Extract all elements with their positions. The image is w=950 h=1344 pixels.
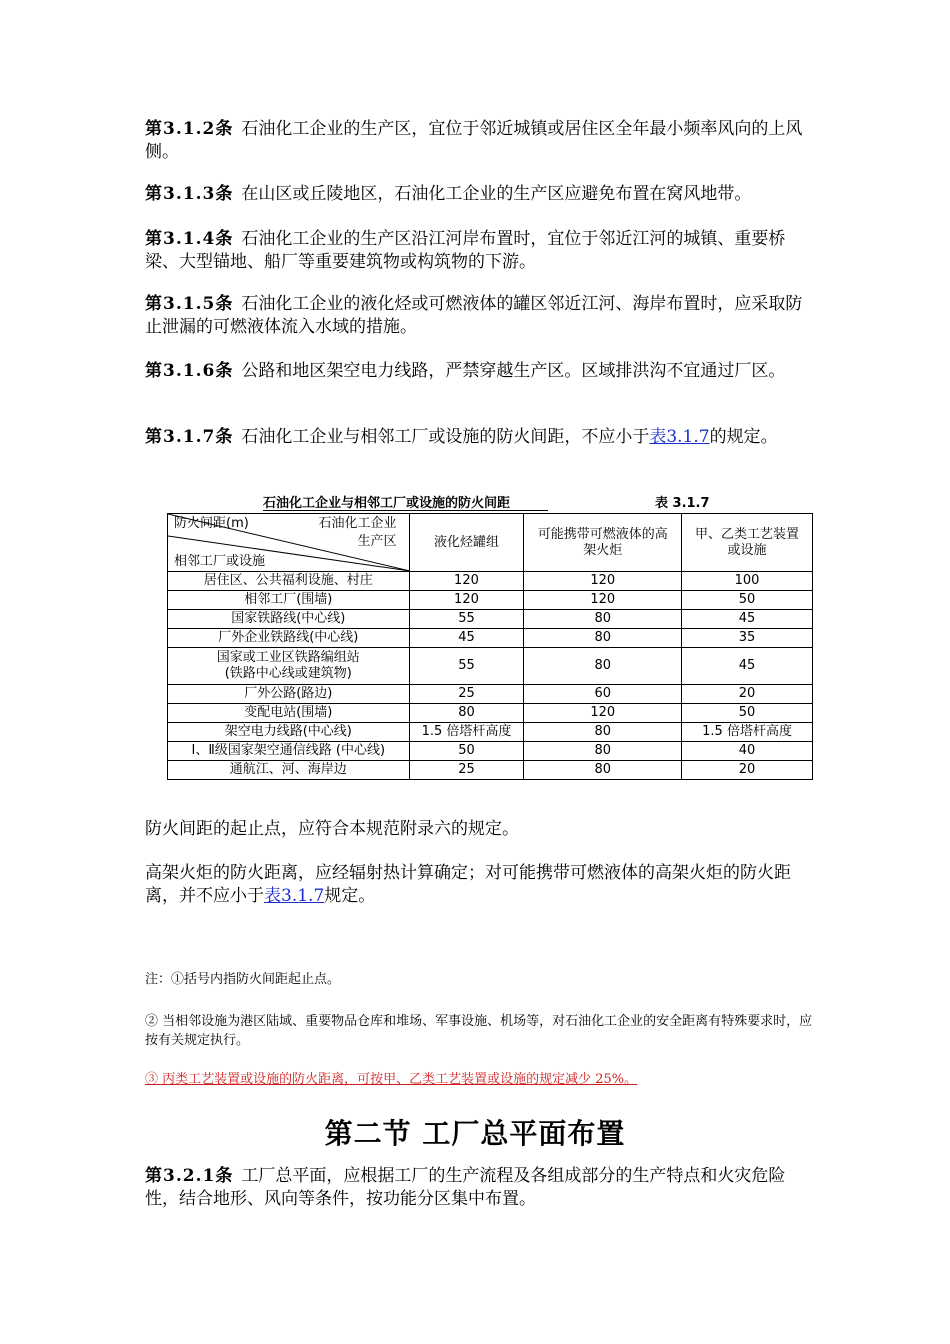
row-name: 通航江、河、海岸边 [168,761,410,780]
table-row [168,629,813,648]
table-number: 表 3.1.7 [655,496,710,511]
clause-3-1-5 [145,293,815,339]
note-2: ② 当相邻设施为港区陆域、重要物品仓库和堆场、军事设施、机场等，对石油化工企业的安全距离有特殊要求时，应按有关规定执行。 [145,1014,813,1048]
table-3-1-7-link[interactable]: 表3.1.7 [649,427,710,447]
cell-value: 45 [409,629,524,648]
para-text-end: 规定。 [324,886,376,906]
corner-label-enterprise: 石油化工企业 [318,516,397,531]
cell-value: 1.5 倍塔杆高度 [682,723,813,742]
table-header-row [168,514,813,572]
row-name: 厂外公路(路边) [168,685,410,704]
section-title: 第二节 工厂总平面布置 [324,1117,626,1150]
note-1: 注：①括号内指防火间距起止点。 [145,972,341,987]
cell-value: 60 [524,685,682,704]
para-start-end-points: 防火间距的起止点，应符合本规范附录六的规定。 [145,819,519,839]
clause-3-2-1 [145,1165,815,1211]
cell-value: 120 [409,572,524,591]
row-name-line2: (铁路中心线或建筑物) [224,666,352,681]
table-row [168,591,813,610]
column-header: 液化烃罐组 [409,514,524,572]
clause-label: 第3.1.5条 [145,294,234,314]
cell-value: 55 [409,610,524,629]
clause-text: 石油化工企业与相邻工厂或设施的防火间距，不应小于 [241,427,650,447]
cell-value: 1.5 倍塔杆高度 [409,723,524,742]
clause-text: 公路和地区架空电力线路，严禁穿越生产区。区域排洪沟不宜通过厂区。 [241,361,786,381]
table-row [168,648,813,685]
note-3: ③ 丙类工艺装置或设施的防火距离，可按甲、乙类工艺装置或设施的规定减少 25%。 [145,1072,638,1087]
clause-text: 石油化工企业的生产区，宜位于邻近城镇或居住区全年最小频率风向的上风侧。 [145,119,803,162]
row-name [168,648,410,685]
row-name-line1: 国家或工业区铁路编组站 [216,650,360,665]
row-name: 变配电站(围墙) [168,704,410,723]
table-row [168,761,813,780]
row-name: 厂外企业铁路线(中心线) [168,629,410,648]
table-row [168,742,813,761]
cell-value: 120 [409,591,524,610]
clause-label: 第3.1.4条 [145,229,234,249]
cell-value: 80 [524,610,682,629]
clause-label: 第3.1.3条 [145,184,234,204]
fire-distance-table [167,513,813,780]
cell-value: 80 [409,704,524,723]
cell-value: 20 [682,685,813,704]
table-title: 石油化工企业与相邻工厂或设施的防火间距 [263,496,511,511]
cell-value: 120 [524,591,682,610]
cell-value: 20 [682,761,813,780]
row-name: 架空电力线路(中心线) [168,723,410,742]
cell-value: 120 [524,704,682,723]
row-name: 居住区、公共福利设施、村庄 [168,572,410,591]
corner-label-production: 生产区 [357,534,397,549]
clause-text: 在山区或丘陵地区，石油化工企业的生产区应避免布置在窝风地带。 [241,184,752,204]
cell-value: 25 [409,685,524,704]
cell-value: 35 [682,629,813,648]
corner-label-distance: 防火间距(m) [174,516,249,531]
cell-value: 80 [524,742,682,761]
row-name: Ⅰ、Ⅱ级国家架空通信线路 (中心线) [168,742,410,761]
cell-value: 80 [524,723,682,742]
cell-value: 55 [409,648,524,685]
table-row [168,610,813,629]
column-header: 甲、乙类工艺装置或设施 [682,514,813,572]
cell-value: 100 [682,572,813,591]
corner-label-adjacent: 相邻工厂或设施 [174,554,266,569]
clause-text: 石油化工企业的液化烃或可燃液体的罐区邻近江河、海岸布置时，应采取防止泄漏的可燃液体流入水域的措施。 [145,294,803,337]
cell-value: 45 [682,610,813,629]
para-flare-distance [145,862,815,908]
table-row [168,723,813,742]
cell-value: 25 [409,761,524,780]
clause-3-1-2 [145,118,815,164]
cell-value: 120 [524,572,682,591]
clause-3-1-7 [145,426,815,449]
cell-value: 50 [409,742,524,761]
para-text: 高架火炬的防火距离，应经辐射热计算确定；对可能携带可燃液体的高架火炬的防火距离，并不应小于 [145,863,791,906]
cell-value: 45 [682,648,813,685]
clause-text: 工厂总平面，应根据工厂的生产流程及各组成部分的生产特点和火灾危险性，结合地形、风向等条件，按功能分区集中布置。 [145,1166,786,1209]
table-row [168,572,813,591]
cell-value: 80 [524,648,682,685]
clause-3-1-3 [145,183,815,206]
column-header: 可能携带可燃液体的高架火炬 [524,514,682,572]
clause-label: 第3.2.1条 [145,1166,234,1186]
row-name: 相邻工厂(围墙) [168,591,410,610]
table-3-1-7-link-2[interactable]: 表3.1.7 [264,886,325,906]
clause-3-1-4 [145,228,815,274]
table-row [168,685,813,704]
clause-label: 第3.1.6条 [145,361,234,381]
cell-value: 80 [524,761,682,780]
cell-value: 50 [682,704,813,723]
clause-text-end: 的规定。 [709,427,778,447]
cell-value: 80 [524,629,682,648]
table-title-underline [263,510,548,511]
clause-label: 第3.1.2条 [145,119,234,139]
clause-3-1-6 [145,360,815,383]
table-row [168,704,813,723]
clause-text: 石油化工企业的生产区沿江河岸布置时，宜位于邻近江河的城镇、重要桥梁、大型锚地、船厂等重要建筑物或构筑物的下游。 [145,229,786,272]
clause-label: 第3.1.7条 [145,427,234,447]
cell-value: 50 [682,591,813,610]
table-corner-cell [168,514,410,572]
row-name: 国家铁路线(中心线) [168,610,410,629]
cell-value: 40 [682,742,813,761]
